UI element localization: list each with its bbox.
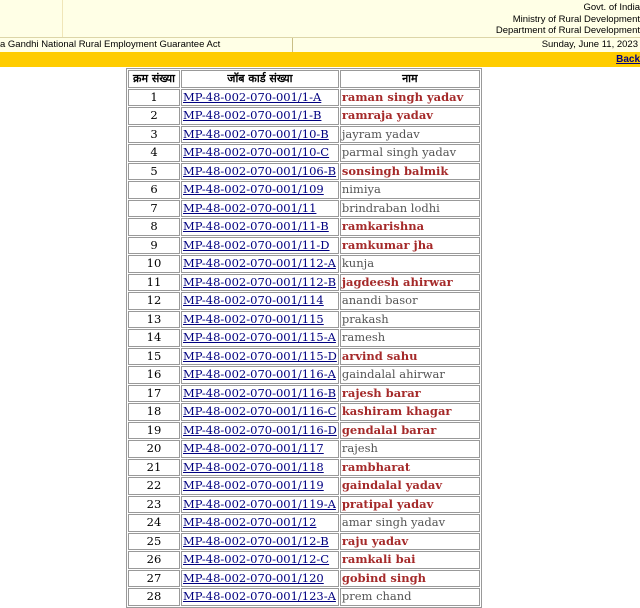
table-row: [128, 144, 480, 162]
table-row: [128, 440, 480, 458]
jobcard-link[interactable]: MP-48-002-070-001/119-A: [183, 496, 336, 511]
row-jobcard-cell: [181, 366, 339, 384]
jobcard-link[interactable]: MP-48-002-070-001/12: [183, 515, 317, 529]
table-row: [128, 385, 480, 403]
table-row: [128, 403, 480, 421]
row-serial-number: 7: [128, 200, 180, 218]
row-name: raju yadav: [340, 533, 480, 551]
row-serial-number: 11: [128, 274, 180, 292]
row-jobcard-cell: [181, 551, 339, 569]
row-name: ramkarishna: [340, 218, 480, 236]
row-serial-number: 4: [128, 144, 180, 162]
row-jobcard-cell: [181, 274, 339, 292]
row-serial-number: 12: [128, 292, 180, 310]
row-jobcard-cell: [181, 218, 339, 236]
row-name: rajesh barar: [340, 385, 480, 403]
logo-area: [0, 0, 63, 37]
row-serial-number: 20: [128, 440, 180, 458]
row-name: jayram yadav: [340, 126, 480, 144]
table-row: [128, 551, 480, 569]
jobcard-link[interactable]: MP-48-002-070-001/10-B: [183, 126, 329, 141]
act-title: a Gandhi National Rural Employment Guarantee Act: [0, 38, 293, 52]
table-row: [128, 329, 480, 347]
row-serial-number: 10: [128, 255, 180, 273]
row-jobcard-cell: [181, 570, 339, 588]
row-name: amar singh yadav: [340, 514, 480, 532]
jobcard-link[interactable]: MP-48-002-070-001/115-D: [183, 348, 337, 363]
row-name: nimiya: [340, 181, 480, 199]
row-serial-number: 18: [128, 403, 180, 421]
jobcard-link[interactable]: MP-48-002-070-001/11: [183, 200, 317, 215]
jobcard-link[interactable]: MP-48-002-070-001/116-A: [183, 367, 336, 381]
row-serial-number: 28: [128, 588, 180, 606]
jobcard-link[interactable]: MP-48-002-070-001/115: [183, 311, 324, 326]
table-row: [128, 348, 480, 366]
row-jobcard-cell: [181, 126, 339, 144]
table-row: [128, 200, 480, 218]
row-jobcard-cell: [181, 385, 339, 403]
row-jobcard-cell: [181, 200, 339, 218]
row-name: ramkali bai: [340, 551, 480, 569]
table-row: [128, 89, 480, 107]
jobcard-link[interactable]: MP-48-002-070-001/118: [183, 459, 324, 474]
row-name: gaindalal ahirwar: [340, 366, 480, 384]
jobcard-link[interactable]: MP-48-002-070-001/112-B: [183, 274, 337, 289]
row-serial-number: 25: [128, 533, 180, 551]
row-serial-number: 2: [128, 107, 180, 125]
row-serial-number: 23: [128, 496, 180, 514]
row-name: brindraban lodhi: [340, 200, 480, 218]
date-label: Sunday, June 11, 2023: [541, 39, 638, 50]
row-jobcard-cell: [181, 329, 339, 347]
table-row: [128, 181, 480, 199]
jobcard-link[interactable]: MP-48-002-070-001/119: [183, 478, 324, 492]
row-serial-number: 22: [128, 477, 180, 495]
table-row: [128, 311, 480, 329]
row-name: ramesh: [340, 329, 480, 347]
dept-label: Department of Rural Development: [495, 25, 640, 36]
info-bar: [0, 37, 640, 53]
col-header-name: नाम: [340, 70, 480, 88]
row-serial-number: 15: [128, 348, 180, 366]
row-serial-number: 9: [128, 237, 180, 255]
row-jobcard-cell: [181, 514, 339, 532]
jobcard-link[interactable]: MP-48-002-070-001/115-A: [183, 330, 336, 344]
jobcard-link[interactable]: MP-48-002-070-001/123-A: [183, 589, 336, 603]
row-jobcard-cell: [181, 237, 339, 255]
row-serial-number: 13: [128, 311, 180, 329]
row-name: ramraja yadav: [340, 107, 480, 125]
row-jobcard-cell: [181, 255, 339, 273]
row-serial-number: 19: [128, 422, 180, 440]
table-row: [128, 274, 480, 292]
jobcard-link[interactable]: MP-48-002-070-001/116-D: [183, 422, 337, 437]
row-jobcard-cell: [181, 311, 339, 329]
row-name: gendalal barar: [340, 422, 480, 440]
row-jobcard-cell: [181, 403, 339, 421]
jobcard-link[interactable]: MP-48-002-070-001/112-A: [183, 256, 336, 270]
row-jobcard-cell: [181, 533, 339, 551]
row-name: pratipal yadav: [340, 496, 480, 514]
table-row: [128, 533, 480, 551]
row-jobcard-cell: [181, 496, 339, 514]
jobcard-link[interactable]: MP-48-002-070-001/114: [183, 293, 324, 307]
row-name: rajesh: [340, 440, 480, 458]
row-name: sonsingh balmik: [340, 163, 480, 181]
job-card-table: [126, 68, 482, 608]
row-name: parmal singh yadav: [340, 144, 480, 162]
row-name: kunja: [340, 255, 480, 273]
row-serial-number: 21: [128, 459, 180, 477]
table-row: [128, 477, 480, 495]
row-jobcard-cell: [181, 588, 339, 606]
jobcard-link[interactable]: MP-48-002-070-001/11-D: [183, 237, 330, 252]
row-name: gaindalal yadav: [340, 477, 480, 495]
row-serial-number: 1: [128, 89, 180, 107]
jobcard-link[interactable]: MP-48-002-070-001/1-A: [183, 89, 322, 104]
row-name: jagdeesh ahirwar: [340, 274, 480, 292]
row-jobcard-cell: [181, 163, 339, 181]
row-serial-number: 6: [128, 181, 180, 199]
row-name: anandi basor: [340, 292, 480, 310]
row-name: gobind singh: [340, 570, 480, 588]
table-row: [128, 366, 480, 384]
row-jobcard-cell: [181, 144, 339, 162]
row-name: kashiram khagar: [340, 403, 480, 421]
row-jobcard-cell: [181, 292, 339, 310]
jobcard-link[interactable]: MP-48-002-070-001/10-C: [183, 145, 330, 159]
header-band: [0, 0, 640, 37]
table-row: [128, 237, 480, 255]
col-header-jobcard: जॉब कार्ड संख्या: [181, 70, 339, 88]
table-row: [128, 422, 480, 440]
row-serial-number: 14: [128, 329, 180, 347]
table-row: [128, 459, 480, 477]
row-serial-number: 3: [128, 126, 180, 144]
row-name: prem chand: [340, 588, 480, 606]
table-row: [128, 163, 480, 181]
govt-label: Govt. of India: [583, 2, 640, 13]
ministry-info: [496, 2, 640, 37]
table-row: [128, 218, 480, 236]
table-row: [128, 255, 480, 273]
back-link[interactable]: Back: [616, 54, 640, 65]
row-jobcard-cell: [181, 477, 339, 495]
table-row: [128, 514, 480, 532]
row-serial-number: 27: [128, 570, 180, 588]
row-name: rambharat: [340, 459, 480, 477]
row-name: ramkumar jha: [340, 237, 480, 255]
row-serial-number: 5: [128, 163, 180, 181]
table-row: [128, 588, 480, 606]
row-name: raman singh yadav: [340, 89, 480, 107]
nav-bar: [0, 52, 640, 67]
table-header-row: [128, 70, 480, 88]
jobcard-link[interactable]: MP-48-002-070-001/109: [183, 182, 324, 196]
table-row: [128, 496, 480, 514]
row-serial-number: 24: [128, 514, 180, 532]
table-row: [128, 107, 480, 125]
table-row: [128, 126, 480, 144]
row-jobcard-cell: [181, 89, 339, 107]
ministry-label: Ministry of Rural Development: [512, 13, 640, 25]
row-jobcard-cell: [181, 440, 339, 458]
table-row: [128, 570, 480, 588]
row-serial-number: 17: [128, 385, 180, 403]
jobcard-link[interactable]: MP-48-002-070-001/1-B: [183, 108, 322, 122]
row-serial-number: 8: [128, 218, 180, 236]
row-jobcard-cell: [181, 181, 339, 199]
jobcard-link[interactable]: MP-48-002-070-001/12-B: [183, 533, 329, 548]
row-jobcard-cell: [181, 422, 339, 440]
jobcard-link[interactable]: MP-48-002-070-001/117: [183, 441, 324, 455]
jobcard-link[interactable]: MP-48-002-070-001/11-B: [183, 219, 329, 233]
row-jobcard-cell: [181, 107, 339, 125]
row-jobcard-cell: [181, 348, 339, 366]
row-serial-number: 16: [128, 366, 180, 384]
row-name: prakash: [340, 311, 480, 329]
row-name: arvind sahu: [340, 348, 480, 366]
jobcard-link[interactable]: MP-48-002-070-001/120: [183, 570, 324, 585]
row-jobcard-cell: [181, 459, 339, 477]
jobcard-link[interactable]: MP-48-002-070-001/116-C: [183, 404, 337, 418]
jobcard-link[interactable]: MP-48-002-070-001/116-B: [183, 385, 337, 400]
col-header-sno: क्रम संख्या: [128, 70, 180, 88]
jobcard-link[interactable]: MP-48-002-070-001/106-B: [183, 163, 337, 178]
row-serial-number: 26: [128, 551, 180, 569]
jobcard-link[interactable]: MP-48-002-070-001/12-C: [183, 552, 330, 566]
table-row: [128, 292, 480, 310]
